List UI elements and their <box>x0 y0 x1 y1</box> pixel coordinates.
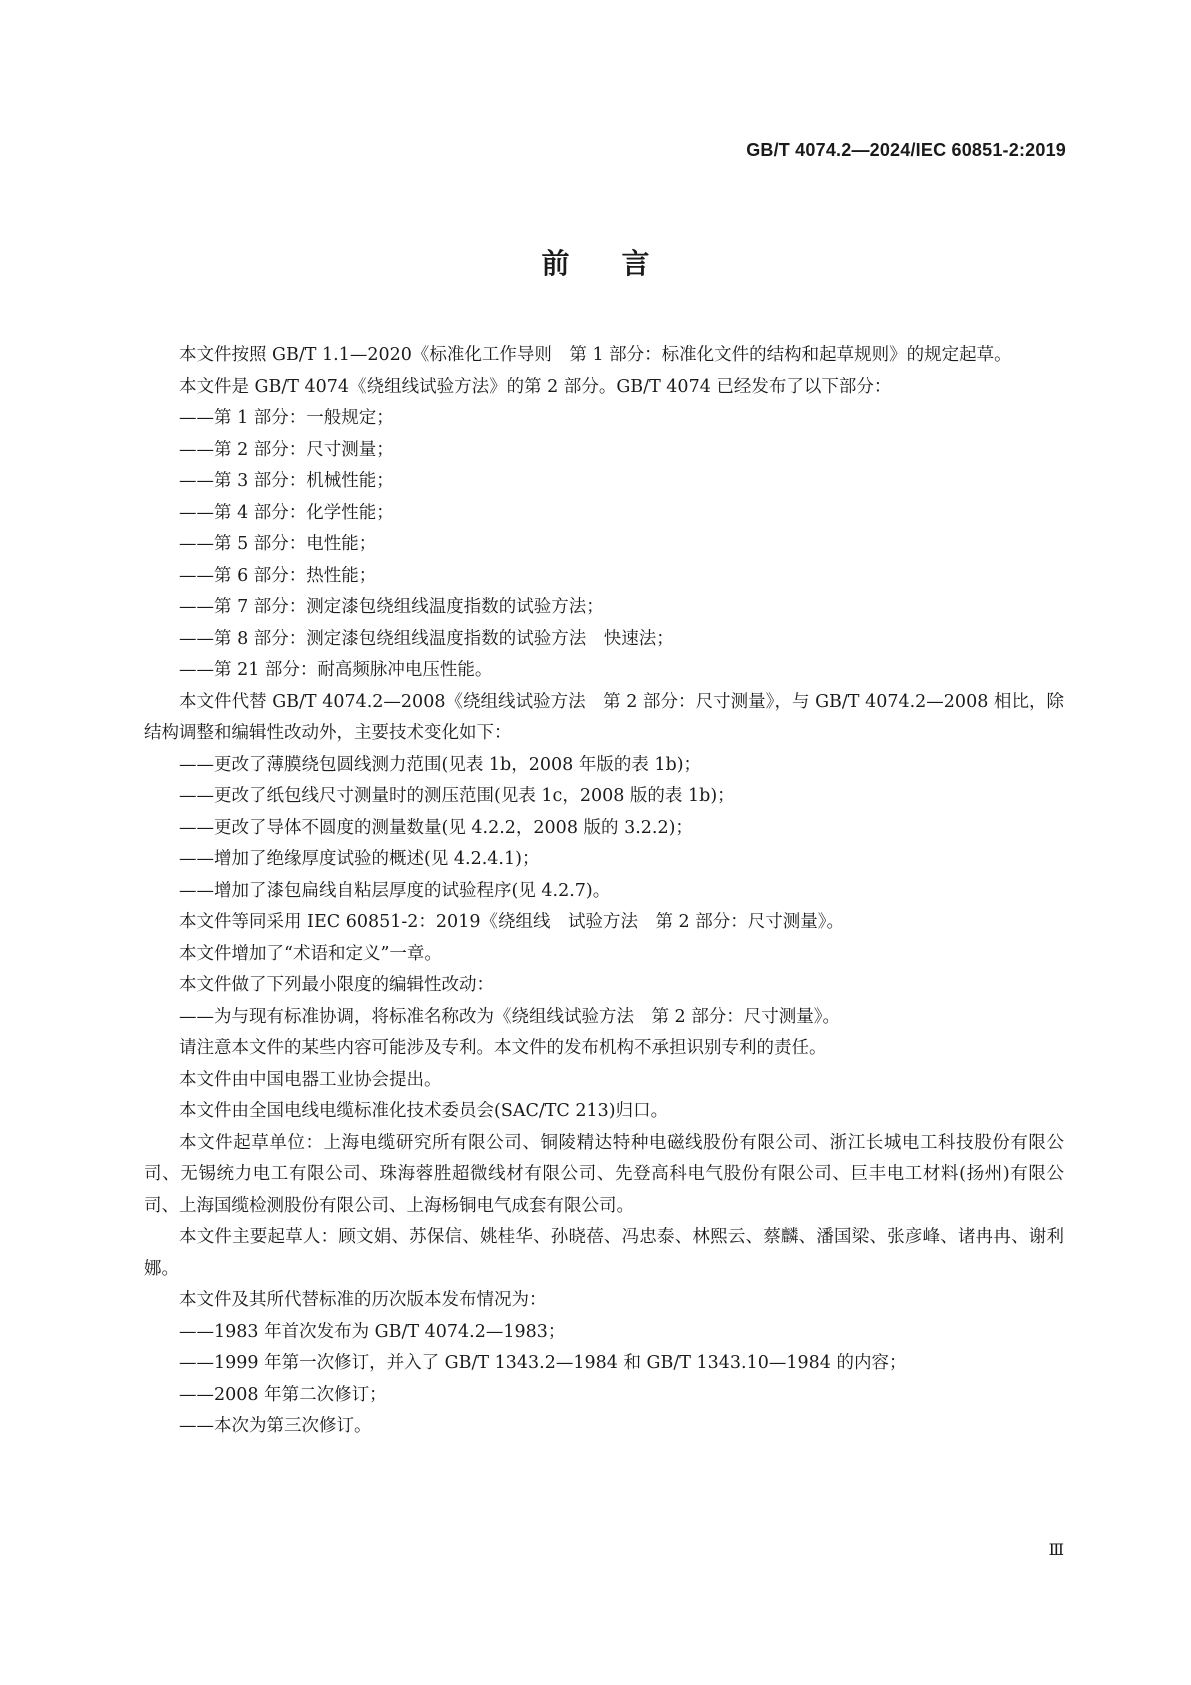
list-item: ——第 6 部分：热性能； <box>179 565 377 586</box>
list-item: ——第 7 部分：测定漆包绕组线温度指数的试验方法； <box>179 597 604 617</box>
list-item: ——第 8 部分：测定漆包绕组线温度指数的试验方法 快速法； <box>179 628 674 649</box>
list-item: ——1983 年首次发布为 GB/T 4074.2—1983； <box>179 1321 566 1342</box>
list-item: ——第 5 部分：电性能； <box>179 534 377 554</box>
paragraph: 本文件起草单位：上海电缆研究所有限公司、铜陵精达特种电磁线股份有限公司、浙江长城电工科技股份有限公司、无锡统力电工有限公司、珠海蓉胜超微线材有限公司、先登高科电气股份有限公司、巨丰电工材料(扬州)有限公司、上海国缆检测股份有限公司、上海杨铜电气成套有限公司。 <box>144 1132 1064 1216</box>
paragraph: 本文件由全国电线电缆标准化技术委员会(SAC/TC 213)归口。 <box>179 1101 669 1121</box>
list-item: ——1999 年第一次修订，并入了 GB/T 1343.2—1984 和 GB/T 1343.10—1984 的内容； <box>179 1353 907 1373</box>
list-item: ——增加了绝缘厚度试验的概述(见 4.2.4.1)； <box>179 849 540 869</box>
paragraph: 本文件及其所代替标准的历次版本发布情况为： <box>179 1290 547 1310</box>
standard-number: GB/T 4074.2—2024/IEC 60851-2:2019 <box>746 140 1066 160</box>
paragraph: 本文件等同采用 IEC 60851-2：2019《绕组线 试验方法 第 2 部分：尺寸测量》。 <box>179 912 844 932</box>
paragraph: 本文件是 GB/T 4074《绕组线试验方法》的第 2 部分。GB/T 4074 已经发布了以下部分： <box>179 376 892 397</box>
list-item: ——2008 年第二次修订； <box>179 1384 387 1405</box>
list-item: ——更改了纸包线尺寸测量时的测压范围(见表 1c，2008 版的表 1b)； <box>179 786 735 806</box>
paragraph: 本文件主要起草人：顾文娟、苏保信、姚桂华、孙晓蓓、冯忠泰、林熙云、蔡麟、潘国梁、张彦峰、诸冉冉、谢利娜。 <box>144 1227 1064 1279</box>
paragraph: 本文件由中国电器工业协会提出。 <box>179 1069 442 1090</box>
page-title: 前言 <box>541 247 702 280</box>
page-number: Ⅲ <box>1048 1540 1064 1559</box>
list-item: ——第 1 部分：一般规定； <box>179 408 394 428</box>
list-item: ——第 3 部分：机械性能； <box>179 471 394 491</box>
paragraph: 本文件做了下列最小限度的编辑性改动： <box>179 975 494 995</box>
list-item: ——为与现有标准协调，将标准名称改为《绕组线试验方法 第 2 部分：尺寸测量》。 <box>179 1006 841 1027</box>
list-item: ——第 2 部分：尺寸测量； <box>179 439 394 460</box>
list-item: ——第 4 部分：化学性能； <box>179 502 394 523</box>
list-item: ——增加了漆包扁线自粘层厚度的试验程序(见 4.2.7)。 <box>179 880 611 901</box>
list-item: ——更改了薄膜绕包圆线测力范围(见表 1b，2008 年版的表 1b)； <box>179 754 702 775</box>
paragraph: 本文件按照 GB/T 1.1—2020《标准化工作导则 第 1 部分：标准化文件的结构和起草规则》的规定起草。 <box>179 345 1012 365</box>
paragraph: 本文件代替 GB/T 4074.2—2008《绕组线试验方法 第 2 部分：尺寸测量》，与 GB/T 4074.2—2008 相比，除结构调整和编辑性改动外，主要技术变化如下： <box>144 691 1064 743</box>
list-item: ——更改了导体不圆度的测量数量(见 4.2.2，2008 版的 3.2.2)； <box>179 817 693 838</box>
list-item: ——第 21 部分：耐高频脉冲电压性能。 <box>179 660 493 680</box>
paragraph: 本文件增加了“术语和定义”一章。 <box>179 943 442 964</box>
list-item: ——本次为第三次修订。 <box>179 1416 372 1436</box>
paragraph: 请注意本文件的某些内容可能涉及专利。本文件的发布机构不承担识别专利的责任。 <box>179 1038 827 1058</box>
document-body <box>144 340 1064 1443</box>
